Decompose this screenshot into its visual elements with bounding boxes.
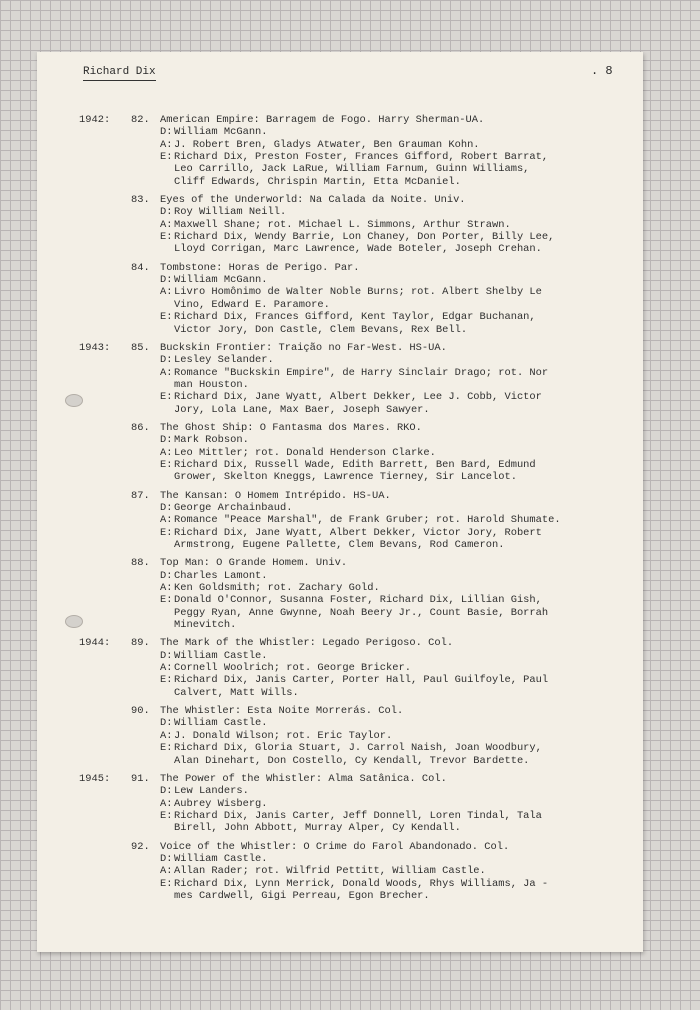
author-line: Livro Homônimo de Walter Noble Burns; rot. Albert Shelby Le [174,286,542,299]
film-entry [37,705,643,767]
director-label: D: [160,785,173,798]
author-line: Ken Goldsmith; rot. Zachary Gold. [174,582,380,595]
cast-label: E: [160,809,173,822]
entry-number: 92. [131,840,150,853]
director-label: D: [160,354,173,367]
cast-label: E: [160,231,173,244]
cast-line: Grower, Skelton Kneggs, Lawrence Tierney, Sir Lancelot. [174,471,517,484]
author-label: A: [160,366,173,379]
cast-line: Richard Dix, Russell Wade, Edith Barrett, Ben Bard, Edmund [174,458,536,471]
cast-line: Armstrong, Eugene Pallette, Clem Bevans, Rod Cameron. [174,539,505,551]
entry-number: 82. [131,114,150,126]
cast-label: E: [160,877,173,890]
cast-label: E: [160,151,173,164]
cast-line: Richard Dix, Lynn Merrick, Donald Woods, Rhys Williams, Ja - [174,877,549,890]
film-entry [37,194,643,256]
film-title: The Whistler: Esta Noite Morrerás. Col. [160,705,404,718]
entry-year: 1945: [79,772,111,785]
film-title: The Mark of the Whistler: Legado Perigoso. Col. [160,637,454,650]
document-page [37,52,643,952]
entry-number: 91. [131,772,150,785]
film-entry [37,342,643,416]
cast-line: Jory, Lola Lane, Max Baer, Joseph Sawyer. [174,403,430,416]
cast-line: Birell, John Abbott, Murray Alper, Cy Kendall. [174,822,461,835]
cast-line: Richard Dix, Gloria Stuart, J. Carrol Naish, Joan Woodbury, [174,742,542,755]
film-entry [37,262,643,336]
cast-label: E: [160,391,173,404]
cast-line: Richard Dix, Janis Carter, Porter Hall, Paul Guilfoyle, Paul [174,674,549,687]
director: Lesley Selander. [174,354,274,367]
author-label: A: [160,138,173,151]
cast-line: Peggy Ryan, Anne Gwynne, Noah Beery Jr., Count Basie, Borrah [174,606,549,619]
entry-number: 90. [131,705,150,718]
author-line: J. Robert Bren, Gladys Atwater, Ben Grauman Kohn. [174,138,480,151]
film-entry [37,773,643,835]
cast-line: Cliff Edwards, Chrispin Martin, Etta McDaniel. [174,175,461,188]
director: Roy William Neill. [174,206,287,219]
cast-line: Richard Dix, Jane Wyatt, Albert Dekker, Victor Jory, Robert [174,526,542,539]
film-entry [37,114,643,188]
film-title: Top Man: O Grande Homem. Univ. [160,557,348,570]
cast-line: Richard Dix, Wendy Barrie, Lon Chaney, Don Porter, Billy Lee, [174,231,555,244]
entry-number: 89. [131,637,150,650]
author-line: Cornell Woolrich; rot. George Bricker. [174,662,411,675]
author-label: A: [160,865,173,878]
director-label: D: [160,274,173,287]
author-line: J. Donald Wilson; rot. Eric Taylor. [174,729,393,742]
director-label: D: [160,206,173,219]
director-label: D: [160,569,173,582]
cast-label: E: [160,526,173,539]
director: George Archainbaud. [174,501,293,514]
author-line: Leo Mittler; rot. Donald Henderson Clarke. [174,446,436,459]
author-label: A: [160,446,173,459]
cast-line: Richard Dix, Janis Carter, Jeff Donnell, Loren Tindal, Tala [174,809,542,822]
cast-line: Richard Dix, Jane Wyatt, Albert Dekker, Lee J. Cobb, Victor [174,391,542,404]
author-label: A: [160,797,173,810]
cast-line: Minevitch. [174,619,237,632]
director: William McGann. [174,126,268,139]
cast-line: Donald O'Connor, Susanna Foster, Richard Dix, Lillian Gish, [174,594,542,607]
film-title: American Empire: Barragem de Fogo. Harry Sherman-UA. [160,114,485,126]
cast-label: E: [160,674,173,687]
entry-year: 1944: [79,637,111,650]
film-title: The Power of the Whistler: Alma Satânica. Col. [160,772,447,785]
entry-number: 87. [131,489,150,502]
entry-number: 83. [131,194,150,207]
director-label: D: [160,501,173,514]
film-title: Eyes of the Underworld: Na Calada da Noite. Univ. [160,194,466,207]
film-entry [37,422,643,484]
author-label: A: [160,514,173,527]
entry-number: 84. [131,261,150,274]
director-label: D: [160,434,173,447]
director: Charles Lamont. [174,569,268,582]
director-label: D: [160,126,173,139]
cast-line: Richard Dix, Preston Foster, Frances Gifford, Robert Barrat, [174,151,549,164]
cast-line: Calvert, Matt Wills. [174,686,299,699]
film-entry [37,637,643,699]
author-line: man Houston. [174,378,249,391]
cast-label: E: [160,458,173,471]
author-line: Aubrey Wisberg. [174,797,268,810]
director-label: D: [160,649,173,662]
film-title: Tombstone: Horas de Perigo. Par. [160,261,360,274]
film-title: The Ghost Ship: O Fantasma dos Mares. RKO. [160,421,422,434]
cast-label: E: [160,311,173,324]
director-label: D: [160,852,173,865]
author-line: Romance "Buckskin Empire", de Harry Sinclair Drago; rot. Nor [174,366,549,379]
author-label: A: [160,729,173,742]
author-line: Maxwell Shane; rot. Michael L. Simmons, Arthur Strawn. [174,218,511,231]
cast-line: Victor Jory, Don Castle, Clem Bevans, Rex Bell. [174,323,468,336]
cast-line: Alan Dinehart, Don Costello, Cy Kendall, Trevor Bardette. [174,754,530,767]
author-label: A: [160,582,173,595]
director: Lew Landers. [174,785,249,798]
cast-line: Richard Dix, Frances Gifford, Kent Taylor, Edgar Buchanan, [174,311,536,324]
cast-label: E: [160,594,173,607]
director: William Castle. [174,852,268,865]
director-label: D: [160,717,173,730]
cast-line: mes Cardwell, Gigi Perreau, Egon Brecher. [174,889,430,902]
cast-line: Lloyd Corrigan, Marc Lawrence, Wade Boteler, Joseph Crehan. [174,243,542,256]
author-line: Allan Rader; rot. Wilfrid Pettitt, William Castle. [174,865,486,878]
film-entry [37,841,643,903]
director: William Castle. [174,649,268,662]
film-title: Voice of the Whistler: O Crime do Farol Abandonado. Col. [160,840,510,853]
author-label: A: [160,218,173,231]
entry-number: 88. [131,557,150,570]
director: Mark Robson. [174,434,249,447]
header-name: Richard Dix [83,66,156,81]
entry-number: 86. [131,421,150,434]
author-label: A: [160,286,173,299]
cast-label: E: [160,742,173,755]
entry-year: 1943: [79,341,111,354]
author-label: A: [160,662,173,675]
page-number: . 8 [591,64,613,78]
cast-line: Leo Carrillo, Jack LaRue, William Farnum, Guinn Williams, [174,163,530,176]
director: William McGann. [174,274,268,287]
film-title: The Kansan: O Homem Intrépido. HS-UA. [160,489,391,502]
director: William Castle. [174,717,268,730]
filmography-list [37,114,643,902]
film-title: Buckskin Frontier: Traição no Far-West. HS-UA. [160,341,447,354]
author-line: Vino, Edward E. Paramore. [174,298,330,311]
entry-number: 85. [131,341,150,354]
film-entry [37,490,643,552]
film-entry [37,557,643,631]
entry-year: 1942: [79,114,111,126]
author-line: Romance "Peace Marshal", de Frank Gruber; rot. Harold Shumate. [174,514,561,527]
